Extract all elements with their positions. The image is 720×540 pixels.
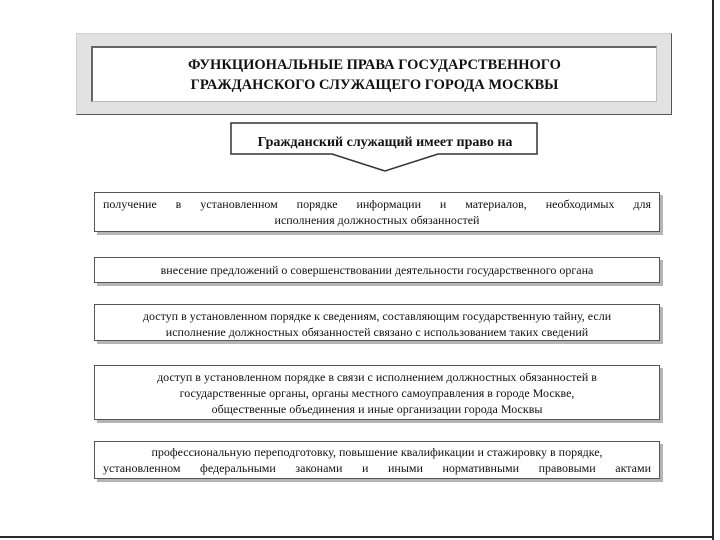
right-item-information [94,192,660,232]
item-4-line-2: государственные органы, органы местного самоуправления в городе Москве, [179,385,575,400]
right-item-state-secret [94,304,660,341]
item-4-line-1: доступ в установленном порядке в связи с исполнением должностных обязанностей в [157,369,597,384]
item-1-line-2: исполнения должностных обязанностей [274,213,480,227]
item-3-line-1: доступ в установленном порядке к сведениям, составляющим государственную тайну, если [142,309,612,323]
right-item-access-organizations [94,365,660,420]
item-3-line-2: исполнение должностных обязанностей связано с использованием таких сведений [165,325,589,339]
bottom-border-line [0,536,714,538]
subtitle-text: Гражданский служащий имеет право на [257,135,513,150]
title-line-1: ФУНКЦИОНАЛЬНЫЕ ПРАВА ГОСУДАРСТВЕННОГО [188,56,561,73]
right-border-line [712,0,714,540]
item-1-line-1: получение в установленном порядке информации и материалов, необходимых для [103,197,651,211]
right-item-proposals [94,257,660,283]
right-item-training [94,441,660,479]
item-2-line-1: внесение предложений о совершенствовании деятельности государственного органа [160,263,594,277]
item-4-line-3: общественные объединения и иные организации города Москвы [211,401,543,416]
item-5-line-1: профессиональную переподготовку, повышение квалификации и стажировку в порядке, [151,445,603,459]
item-5-line-2: установленном федеральными законами и иными нормативными правовыми актами [103,461,651,475]
title-line-2: ГРАЖДАНСКОГО СЛУЖАЩЕГО ГОРОДА МОСКВЫ [190,76,559,93]
title-box [91,46,657,102]
